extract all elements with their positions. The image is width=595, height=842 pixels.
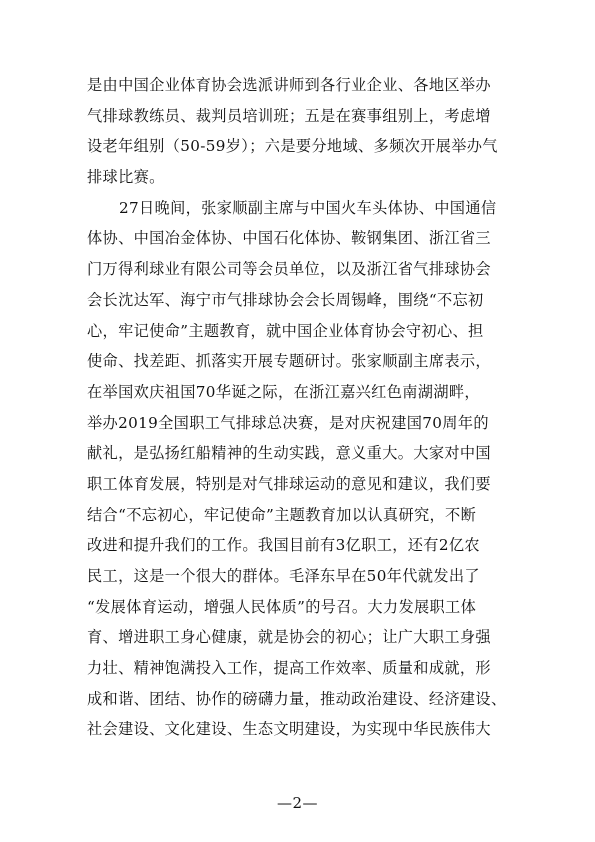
text-line: 职工体育发展，特别是对气排球运动的意见和建议，我们要 [87, 474, 491, 493]
text-line: 力壮、精神饱满投入工作，提高工作效率、质量和成就，形 [87, 659, 491, 678]
page-number: —2— [276, 794, 319, 812]
text-line: 育、增进职工身心健康，就是协会的初心；让广大职工身强 [87, 628, 491, 647]
text-line: 使命、找差距、抓落实开展专题研讨。张家顺副主席表示， [87, 352, 491, 371]
text-line: 社会建设、文化建设、生态文明建设，为实现中华民族伟大 [87, 720, 491, 739]
text-line: 结合“不忘初心，牢记使命”主题教育加以认真研究，不断 [87, 505, 477, 524]
text-line: 在举国欢庆祖国70华诞之际，在浙江嘉兴红色南湖湖畔， [87, 382, 480, 401]
text-line: 设老年组别（50-59岁）；六是要分地域、多频次开展举办气 [87, 137, 498, 156]
text-line: 门万得利球业有限公司等会员单位，以及浙江省气排球协会 [87, 260, 491, 279]
text-line: 成和谐、团结、协作的磅礴力量，推动政治建设、经济建设、 [87, 689, 507, 708]
text-line: 改进和提升我们的工作。我国目前有3亿职工，还有2亿农 [87, 536, 480, 555]
text-line: 体协、中国冶金体协、中国石化体协、鞍钢集团、浙江省三 [87, 229, 491, 248]
text-line: 举办2019全国职工气排球总决赛，是对庆祝建国70周年的 [87, 413, 489, 432]
paragraph-first-line: 27日晚间，张家顺副主席与中国火车头体协、中国通信 [119, 198, 497, 217]
text-line: 排球比赛。 [87, 168, 165, 187]
body-text [87, 70, 512, 745]
text-line: 气排球教练员、裁判员培训班；五是在赛事组别上，考虑增 [87, 106, 491, 125]
text-line: 献礼，是弘扬红船精神的生动实践，意义重大。大家对中国 [87, 444, 491, 463]
text-line: 是由中国企业体育协会选派讲师到各行业企业、各地区举办 [87, 76, 491, 94]
text-line: “发展体育运动，增强人民体质”的号召。大力发展职工体 [87, 597, 477, 616]
text-line: 民工，这是一个很大的群体。毛泽东早在50年代就发出了 [87, 567, 480, 585]
text-line: 心，牢记使命”主题教育，就中国企业体育协会守初心、担 [87, 321, 484, 340]
text-line: 会长沈达军、海宁市气排球协会会长周锡峰，围绕“不忘初 [87, 290, 484, 309]
